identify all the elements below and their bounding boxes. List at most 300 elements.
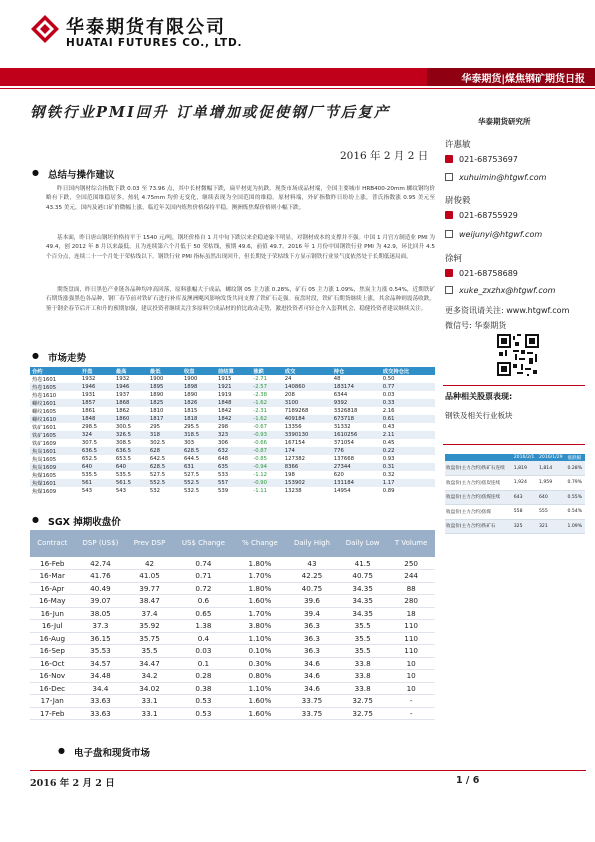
- analyst-phone: 021-68758689: [445, 269, 518, 278]
- table-cell: 铁矿1605: [30, 431, 80, 439]
- table-cell: 36.3: [286, 645, 338, 658]
- table-cell: 16-Mar: [30, 570, 75, 583]
- table-cell: 收盘价(主力合约)铁矿石连续: [445, 461, 513, 476]
- table-cell: 648: [217, 456, 229, 462]
- table-cell: -: [387, 695, 435, 708]
- table-cell: 1.80%: [234, 557, 286, 570]
- sidebar-divider: [443, 385, 585, 386]
- table-cell: 127382: [284, 456, 305, 462]
- table-cell: 300.5: [115, 424, 132, 430]
- table-cell: 42.25: [286, 570, 338, 583]
- table-cell: 焦煤1601: [30, 479, 80, 487]
- table-cell: 35.5: [126, 645, 172, 658]
- table-cell: 131184: [332, 479, 381, 487]
- table-cell: 0.6: [173, 595, 234, 608]
- table-cell: 1932: [115, 376, 130, 382]
- table-cell: 325: [513, 519, 538, 534]
- table-cell: 34.57: [75, 657, 127, 670]
- table-cell: 673718: [332, 415, 381, 423]
- table-cell: 32.75: [338, 695, 387, 708]
- table-cell: 34.6: [286, 670, 338, 683]
- table-cell: 36.3: [286, 620, 338, 633]
- table-cell: 9392: [332, 399, 381, 407]
- table-cell: 308.5: [115, 440, 132, 446]
- table-cell: 焦炭1601: [30, 447, 80, 455]
- sidebar-divider: [443, 444, 585, 445]
- mt-header-cell: 前结算: [216, 367, 251, 375]
- table-cell: 776: [332, 447, 381, 455]
- table-cell: 1842: [216, 415, 251, 423]
- table-cell: 17-Feb: [30, 707, 75, 720]
- table-cell: 0.33: [381, 399, 435, 407]
- table-cell: 0.10%: [234, 645, 286, 658]
- sgx-header-cell: Daily Low: [338, 530, 387, 557]
- analyst-phone: 021-68753697: [445, 155, 518, 164]
- table-cell: 41.05: [126, 570, 172, 583]
- table-row: [30, 463, 435, 471]
- table-cell: 0.22: [381, 447, 435, 455]
- table-row: [445, 476, 585, 491]
- table-cell: 1915: [217, 376, 232, 382]
- stock-table: [445, 454, 585, 534]
- table-cell: 16-Apr: [30, 582, 75, 595]
- mail-icon: [445, 173, 453, 181]
- company-name-en: HUATAI FUTURES CO., LTD.: [66, 37, 243, 49]
- sgx-header-cell: DSP (US$): [75, 530, 127, 557]
- analyst-name: 徐轲: [445, 254, 463, 264]
- table-row: [445, 490, 585, 505]
- mt-header-cell: 收盘: [182, 367, 216, 375]
- bullet-icon: ●: [32, 351, 39, 360]
- table-cell: 561: [80, 479, 114, 487]
- table-cell: 628.5: [148, 463, 182, 471]
- table-cell: 208: [284, 392, 295, 398]
- table-row: [30, 423, 435, 431]
- table-cell: 0.31: [381, 463, 435, 471]
- phone-icon: [445, 211, 453, 219]
- table-cell: 35.92: [126, 620, 172, 633]
- mt-header-cell: 最高: [114, 367, 148, 375]
- table-cell: 2.16: [382, 408, 395, 414]
- phone-icon: [445, 155, 453, 163]
- table-cell: 39.6: [286, 595, 338, 608]
- table-cell: 热卷1605: [30, 383, 80, 391]
- table-cell: -1.62: [251, 399, 282, 407]
- table-cell: 1610256: [332, 431, 381, 439]
- mt-header-cell: 成交: [283, 367, 332, 375]
- table-cell: 640: [114, 463, 148, 471]
- table-cell: 298.5: [81, 424, 98, 430]
- table-cell: 1.38: [173, 620, 234, 633]
- table-cell: 555: [538, 505, 567, 520]
- table-cell: 0.03: [173, 645, 234, 658]
- table-cell: 1.80%: [234, 582, 286, 595]
- table-cell: 1.60%: [234, 707, 286, 720]
- table-cell: 焦煤1609: [32, 489, 57, 495]
- table-cell: 323: [216, 431, 251, 439]
- table-row: [30, 407, 435, 415]
- table-cell: 527.5: [149, 472, 166, 478]
- table-cell: 244: [387, 570, 435, 583]
- table-cell: 652.5: [81, 456, 98, 462]
- table-cell: 35.5: [338, 632, 387, 645]
- table-cell: 34.6: [286, 657, 338, 670]
- table-cell: -2.71: [253, 376, 268, 382]
- table-cell: 0.32: [382, 472, 395, 478]
- table-cell: 17-Jan: [30, 695, 75, 708]
- table-row: [30, 607, 435, 620]
- table-cell: 1810: [149, 408, 164, 414]
- company-name-cn: 华泰期货有限公司: [66, 17, 226, 38]
- table-cell: 1895: [148, 383, 182, 391]
- table-cell: 0.28: [173, 670, 234, 683]
- table-cell: 10: [387, 670, 435, 683]
- table-cell: 16-Nov: [30, 670, 75, 683]
- table-cell: -1.12: [253, 472, 268, 478]
- table-cell: 1890: [183, 392, 198, 398]
- table-cell: 33.8: [338, 682, 387, 695]
- table-row: [445, 461, 585, 476]
- sgx-header-cell: US$ Change: [173, 530, 234, 557]
- table-cell: 1900: [183, 376, 198, 382]
- table-cell: 焦炭1605: [32, 457, 57, 463]
- sgx-header-cell: % Change: [234, 530, 286, 557]
- table-cell: 34.02: [126, 682, 172, 695]
- table-cell: 640: [538, 490, 567, 505]
- table-cell: 535.5: [115, 472, 132, 478]
- table-cell: 24: [284, 376, 292, 382]
- table-cell: 0.53: [173, 707, 234, 720]
- table-row: [30, 455, 435, 463]
- table-cell: 0.50: [382, 376, 395, 382]
- table-cell: 1842: [217, 408, 232, 414]
- table-cell: 324: [80, 431, 114, 439]
- analyst-name: 许惠敏: [445, 140, 471, 150]
- table-cell: 653.5: [115, 456, 132, 462]
- table-cell: -2.31: [253, 408, 268, 414]
- bullet-icon: ●: [58, 746, 65, 755]
- table-cell: 33.1: [126, 695, 172, 708]
- table-cell: 3.80%: [234, 620, 286, 633]
- table-cell: 183174: [332, 383, 381, 391]
- table-cell: 140860: [283, 383, 332, 391]
- table-cell: 0.55%: [566, 490, 585, 505]
- table-cell: 88: [387, 582, 435, 595]
- table-cell: 1921: [216, 383, 251, 391]
- table-cell: 318: [148, 431, 182, 439]
- table-cell: 250: [387, 557, 435, 570]
- table-cell: 1.70%: [234, 570, 286, 583]
- table-cell: 铁矿1609: [32, 441, 57, 447]
- table-cell: 110: [387, 632, 435, 645]
- table-cell: 1815: [183, 408, 198, 414]
- report-date: 2016 年 2 月 2 日: [340, 150, 429, 162]
- table-cell: 1898: [182, 383, 216, 391]
- table-row: [445, 519, 585, 534]
- table-cell: 38.47: [126, 595, 172, 608]
- table-cell: -0.87: [251, 447, 282, 455]
- table-cell: 0.71: [173, 570, 234, 583]
- table-cell: 0.79%: [566, 476, 585, 491]
- bullet-icon: ●: [32, 168, 39, 177]
- table-cell: 0.65: [173, 607, 234, 620]
- table-cell: 16-Oct: [30, 657, 75, 670]
- qr-code-icon: [497, 334, 539, 376]
- table-cell: 535.5: [81, 472, 98, 478]
- table-cell: 0.77: [381, 383, 435, 391]
- table-cell: 642.5: [149, 456, 166, 462]
- header-divider: [0, 88, 595, 89]
- table-row: [30, 479, 435, 487]
- table-cell: 1861: [81, 408, 96, 414]
- table-cell: 321: [538, 519, 567, 534]
- table-cell: 13238: [284, 488, 302, 494]
- table-cell: 1.17: [381, 479, 435, 487]
- table-cell: 632: [216, 447, 251, 455]
- table-cell: 16-Jul: [30, 620, 75, 633]
- table-row: [30, 557, 435, 570]
- table-cell: 18: [387, 607, 435, 620]
- table-cell: 1.60%: [234, 595, 286, 608]
- table-row: [30, 695, 435, 708]
- table-cell: 371054: [333, 440, 354, 446]
- table-row: [30, 447, 435, 455]
- table-row: [30, 487, 435, 495]
- footer-divider: [30, 770, 586, 771]
- table-cell: 628.5: [182, 447, 216, 455]
- table-cell: 0.80%: [234, 670, 286, 683]
- table-cell: 409184: [283, 415, 332, 423]
- table-cell: 螺纹1605: [32, 409, 57, 415]
- table-cell: 1937: [115, 392, 130, 398]
- table-cell: 33.75: [286, 695, 338, 708]
- report-tag: 华泰期货|煤焦钢矿期货日报: [461, 74, 585, 85]
- table-cell: -2.38: [253, 392, 268, 398]
- table-row: [30, 415, 435, 423]
- table-cell: -1.62: [251, 415, 282, 423]
- table-cell: 640: [80, 463, 114, 471]
- mt-header-cell: 最低: [148, 367, 182, 375]
- table-cell: 326.5: [114, 431, 148, 439]
- table-cell: 1,814: [538, 461, 567, 476]
- table-row: [30, 670, 435, 683]
- table-row: [30, 632, 435, 645]
- table-cell: 10: [387, 657, 435, 670]
- table-cell: 620: [333, 472, 344, 478]
- table-row: [30, 391, 435, 399]
- table-cell: 48: [333, 376, 341, 382]
- table-cell: 36.15: [75, 632, 127, 645]
- huatai-logo-icon: [30, 14, 60, 44]
- table-cell: 3390130: [283, 431, 332, 439]
- table-cell: 35.53: [75, 645, 127, 658]
- st-header-cell: 涨跌幅: [566, 454, 585, 461]
- table-cell: 558: [513, 505, 538, 520]
- table-row: [30, 399, 435, 407]
- table-cell: 39.07: [75, 595, 127, 608]
- mt-header-cell: 成交持仓比: [381, 367, 435, 375]
- table-cell: 1.09%: [566, 519, 585, 534]
- table-cell: 0.72: [173, 582, 234, 595]
- table-cell: 1,924: [513, 476, 538, 491]
- table-cell: 收盘价(主力合约)铁矿石: [445, 519, 513, 534]
- table-cell: 33.63: [75, 707, 127, 720]
- table-cell: 34.35: [338, 595, 387, 608]
- table-cell: 1,819: [513, 461, 538, 476]
- table-cell: 1900: [149, 376, 164, 382]
- st-header-cell: 2016/2/1: [513, 454, 538, 461]
- table-row: [30, 707, 435, 720]
- table-row: [30, 383, 435, 391]
- table-cell: 1848: [80, 415, 114, 423]
- table-cell: 561.5: [114, 479, 148, 487]
- table-cell: 3100: [283, 399, 332, 407]
- table-cell: 631: [182, 463, 216, 471]
- table-cell: 热卷1601: [32, 377, 57, 383]
- section-heading-sgx: SGX 掉期收盘价: [48, 517, 121, 528]
- table-cell: 螺纹1610: [30, 415, 80, 423]
- table-cell: 1.60%: [234, 695, 286, 708]
- table-cell: 303: [183, 440, 195, 446]
- bullet-icon: ●: [32, 515, 39, 524]
- st-header-cell: [445, 454, 513, 461]
- table-cell: 1818: [182, 415, 216, 423]
- table-cell: 1931: [81, 392, 96, 398]
- table-cell: 0.30%: [234, 657, 286, 670]
- table-cell: 39.4: [286, 607, 338, 620]
- table-cell: 10: [387, 682, 435, 695]
- table-cell: 0.53: [173, 695, 234, 708]
- table-cell: 16-May: [30, 595, 75, 608]
- table-cell: 533: [217, 472, 229, 478]
- table-cell: 0.93: [382, 456, 395, 462]
- table-cell: 收盘价(主力合约)焦炭连续: [445, 476, 513, 491]
- mt-header-cell: 涨跌: [251, 367, 282, 375]
- analyst-name: 尉俊毅: [445, 196, 471, 206]
- stock-heading: 品种相关股票表现:: [445, 392, 513, 401]
- table-cell: 643: [513, 490, 538, 505]
- table-cell: 0.03: [382, 392, 395, 398]
- table-cell: 0.1: [173, 657, 234, 670]
- mt-header-cell: 合约: [30, 367, 80, 375]
- more-research-link[interactable]: 更多资讯请关注: www.htgwf.com: [445, 306, 570, 315]
- table-cell: 螺纹1601: [30, 399, 80, 407]
- table-cell: 热卷1610: [32, 393, 57, 399]
- table-row: [445, 505, 585, 520]
- table-cell: 1946: [80, 383, 114, 391]
- table-cell: 543: [81, 488, 92, 494]
- section-heading-market: 市场走势: [48, 353, 87, 364]
- table-cell: 3326818: [333, 408, 358, 414]
- table-row: [30, 645, 435, 658]
- table-cell: -0.94: [251, 463, 282, 471]
- table-cell: 33.8: [338, 657, 387, 670]
- section-heading-summary: 总结与操作建议: [48, 170, 115, 181]
- analyst-phone: 021-68755929: [445, 211, 518, 220]
- mail-icon: [445, 230, 453, 238]
- sgx-header-cell: Daily High: [286, 530, 338, 557]
- table-cell: 167154: [284, 440, 305, 446]
- table-cell: 543: [115, 488, 126, 494]
- table-cell: -0.85: [253, 456, 268, 462]
- table-cell: 1890: [149, 392, 164, 398]
- table-cell: 2.11: [381, 431, 435, 439]
- table-cell: 1860: [114, 415, 148, 423]
- st-header-cell: 2016/1/29: [538, 454, 567, 461]
- table-cell: 137668: [333, 456, 354, 462]
- table-cell: 收盘价(主力合约)焦煤连续: [445, 490, 513, 505]
- table-cell: 34.48: [75, 670, 127, 683]
- table-row: [30, 682, 435, 695]
- table-cell: 40.75: [286, 582, 338, 595]
- table-cell: 298: [217, 424, 229, 430]
- table-cell: 35.5: [338, 645, 387, 658]
- table-cell: 0.28%: [566, 461, 585, 476]
- table-cell: 318.5: [182, 431, 216, 439]
- table-cell: 42: [126, 557, 172, 570]
- table-cell: 33.1: [126, 707, 172, 720]
- table-cell: 33.8: [338, 670, 387, 683]
- table-cell: -0.67: [253, 424, 268, 430]
- table-cell: 1919: [217, 392, 232, 398]
- table-cell: 295.5: [183, 424, 200, 430]
- table-row: [30, 620, 435, 633]
- table-cell: 307.5: [81, 440, 98, 446]
- table-cell: 1868: [114, 399, 148, 407]
- table-cell: 153902: [283, 479, 332, 487]
- table-cell: 7189268: [284, 408, 309, 414]
- table-cell: 532: [149, 488, 161, 494]
- table-cell: -0.66: [253, 440, 268, 446]
- table-cell: 42.74: [75, 557, 127, 570]
- table-cell: 38.05: [75, 607, 127, 620]
- analyst-email[interactable]: xuke_zxzhx@htgwf.com: [445, 286, 555, 295]
- table-cell: 16-Jun: [30, 607, 75, 620]
- report-title: 钢铁行业PMI回升 订单增加或促使钢厂节后复产: [30, 104, 391, 121]
- table-cell: -1.11: [253, 488, 268, 494]
- table-cell: 40.75: [338, 570, 387, 583]
- table-cell: -0.90: [251, 479, 282, 487]
- analyst-email[interactable]: xuhuimin@htgwf.com: [445, 173, 546, 182]
- table-row: [30, 582, 435, 595]
- table-cell: 34.6: [286, 682, 338, 695]
- table-cell: 1826: [182, 399, 216, 407]
- sgx-header-cell: T Volume: [387, 530, 435, 557]
- table-cell: 31332: [333, 424, 351, 430]
- table-cell: 16-Dec: [30, 682, 75, 695]
- table-cell: 539: [217, 488, 229, 494]
- market-table: [30, 367, 435, 495]
- table-cell: 1817: [148, 415, 182, 423]
- table-cell: 0.43: [382, 424, 395, 430]
- table-cell: 35.75: [126, 632, 172, 645]
- institute-name: 华泰期货研究所: [478, 117, 531, 126]
- table-cell: 552.5: [182, 479, 216, 487]
- table-cell: 1848: [216, 399, 251, 407]
- table-cell: 16-Feb: [30, 557, 75, 570]
- phone-icon: [445, 269, 453, 277]
- analyst-email[interactable]: weijunyi@htgwf.com: [445, 230, 542, 239]
- table-cell: 13356: [284, 424, 302, 430]
- table-cell: 557: [216, 479, 251, 487]
- table-cell: -: [387, 707, 435, 720]
- summary-paragraph-2: 基本面，昨日唐山钢坯价格持平于 1540 元/吨，钢坯价格自 1 月中旬下跌以来企稳迹象不明显，对钢材成本的支撑并不强。中国 1 月官方制造业 PMI 为 49.4，创 2012 年 8 月以来最低，且为连续第六个月低于 50 荣枯线，预期 49.6，前值 49.7。2016 年 1 月份中国钢铁行业 PMI 为 42.9，环比回升 4.5 个百分点，连续二十一个月处于荣枯线以下。钢铁行业 PMI 指标虽然出现回升，但长期处于荣枯线下方显示钢铁行业景气度依然处于长期低迷局面。: [46, 235, 435, 260]
- table-cell: 34.35: [338, 582, 387, 595]
- table-row: [30, 570, 435, 583]
- table-cell: 34.2: [126, 670, 172, 683]
- table-cell: 34.47: [126, 657, 172, 670]
- table-row: [30, 431, 435, 439]
